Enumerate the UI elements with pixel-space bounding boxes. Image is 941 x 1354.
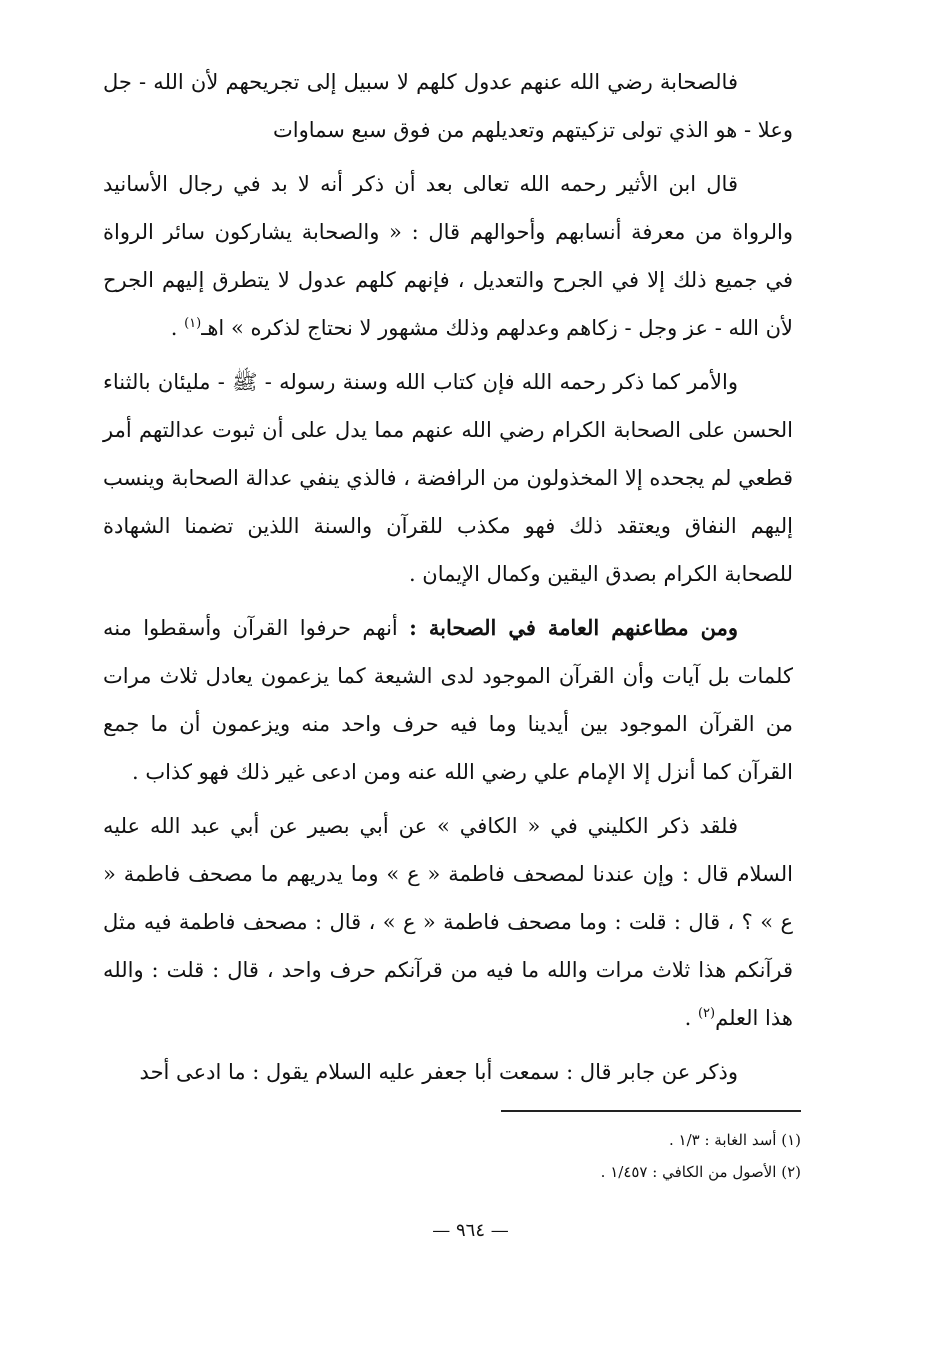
footnotes [111,1124,801,1188]
footnote-2: (٢) الأصول من الكافي : ١/٤٥٧ . [600,1163,801,1181]
paragraph-1: فالصحابة رضي الله عنهم عدول كلهم لا سبيل إلى تجريحهم لأن الله - جل وعلا - هو الذي تولى تزكيتهم وتعديلهم من فوق سبع سماوات [103,70,793,142]
paragraph-4: ومن مطاعنهم العامة في الصحابة : أنهم حرفوا القرآن وأسقطوا منه كلمات بل آيات وأن القرآن الموجود لدى الشيعة كما يزعمون يعادل ثلاث مرات من القرآن الموجود بين أيدينا وما فيه حرف واحد منه ويزعمون أن ما جمع القرآن كما أنزل إلا الإمام علي رضي الله عنه ومن ادعى غير ذلك فهو كذاب . [103,615,793,784]
paragraph-6: وذكر عن جابر قال : سمعت أبا جعفر عليه السلام يقول : ما ادعى أحد [139,1060,738,1084]
page-number: — ٩٦٤ — [432,1220,509,1241]
section-lead: ومن مطاعنهم العامة في الصحابة : [409,615,738,640]
footnote-divider [501,1110,801,1112]
paragraph-3: والأمر كما ذكر رحمه الله فإن كتاب الله وسنة رسوله - ﷺ - مليئان بالثناء الحسن على الصحابة الكرام رضي الله عنهم مما يدل على أن ثبوت عدالتهم أمر قطعي لم يجحده إلا المخذولون من الرافضة ، فالذي ينفي عدالة الصحابة وينسب إليهم النفاق ويعتقد ذلك فهو مكذب للقرآن والسنة اللذين تضمنا الشهادة للصحابة الكرام بصدق اليقين وكمال الإيمان . [103,370,793,586]
paragraph-5: فلقد ذكر الكليني في « الكافي » عن أبي بصير عن أبي عبد الله عليه السلام قال : وإن عندنا لمصحف فاطمة « ع » وما يدريهم ما مصحف فاطمة « ع » ؟ ، قال : قلت : وما مصحف فاطمة « ع » ، قال : مصحف فاطمة فيه مثل قرآنكم هذا ثلاث مرات والله ما فيه من قرآنكم حرف واحد ، قال : قلت : والله هذا العلم$^{(٢)}$ . [103,814,793,1030]
paragraph-2: قال ابن الأثير رحمه الله تعالى بعد أن ذكر أنه لا بد في رجال الأسانيد والرواة من معرفة أنسابهم وأحوالهم قال : « والصحابة يشاركون سائر الرواة في جميع ذلك إلا في الجرح والتعديل ، فإنهم كلهم عدول لا يتطرق إليهم الجرح لأن الله - عز وجل - زكاهم وعدلهم وذلك مشهور لا نحتاج لذكره » اهـ$^{(١)}$ . [103,172,793,340]
body-text [103,58,793,1102]
footnote-ref-2[interactable]: (٢) [697,1006,716,1021]
footnote-1: (١) أسد الغابة : ١/٣ . [668,1131,801,1149]
footnote-ref-1[interactable]: (١) [184,316,202,331]
